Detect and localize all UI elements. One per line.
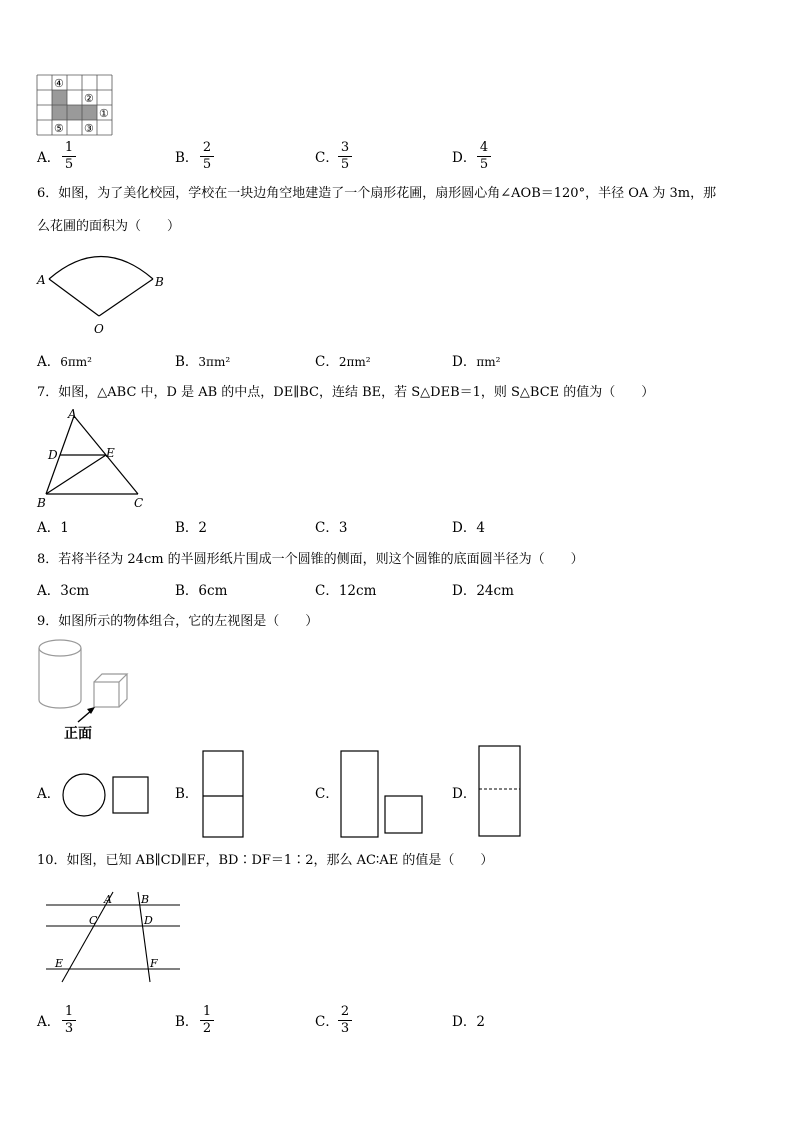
q9-option-b-figure bbox=[200, 749, 246, 839]
q6-label-b: B bbox=[155, 275, 164, 289]
q6-option-a-value: 6πm² bbox=[60, 355, 92, 369]
q6-option-d-value: πm² bbox=[476, 355, 501, 369]
q6-option-c-value: 2πm² bbox=[338, 355, 371, 369]
q6-option-a[interactable]: A．6πm² bbox=[37, 354, 92, 370]
grid-label-5: ⑤ bbox=[54, 122, 64, 135]
q6-option-b-value: 3πm² bbox=[198, 355, 231, 369]
option-letter: B． bbox=[175, 150, 199, 166]
q6-text-line1: 6．如图，为了美化校园，学校在一块边角空地建造了一个扇形花圃，扇形圆心角∠AOB＝120°，半径 OA 为 3m，那 bbox=[37, 186, 717, 201]
q7-option-a-value: 1 bbox=[60, 520, 69, 536]
q8-option-a-value: 3cm bbox=[60, 583, 90, 599]
q10-option-b[interactable]: B． bbox=[175, 1014, 199, 1030]
grid-label-3: ③ bbox=[84, 122, 94, 135]
grid-label-4: ④ bbox=[54, 77, 64, 90]
q7-label-d: D bbox=[48, 448, 58, 462]
q10-option-d-value: 2 bbox=[476, 1014, 485, 1030]
q7-option-c[interactable]: C．3 bbox=[315, 520, 348, 536]
option-letter: D． bbox=[452, 150, 477, 166]
q10-option-a[interactable]: A． bbox=[37, 1014, 61, 1030]
q5-option-b[interactable] bbox=[175, 148, 198, 168]
q10-label-b: B bbox=[141, 893, 150, 906]
q7-option-c-value: 3 bbox=[338, 520, 348, 536]
q5-option-a-fraction: 1 5 bbox=[60, 141, 78, 172]
q10-option-a-fraction: 1 3 bbox=[60, 1005, 78, 1036]
q7-option-b[interactable]: B．2 bbox=[175, 520, 208, 536]
q7-label-e: E bbox=[106, 446, 115, 460]
q10-label-f: F bbox=[150, 957, 158, 970]
q6-text-line2: 么花圃的面积为（ ） bbox=[37, 219, 181, 234]
q7-label-c: C bbox=[134, 496, 144, 510]
q8-option-b-value: 6cm bbox=[198, 583, 228, 599]
q7-option-b-value: 2 bbox=[198, 520, 208, 536]
q8-option-b[interactable]: B．6cm bbox=[175, 583, 228, 599]
q7-option-a[interactable]: A．1 bbox=[37, 520, 69, 536]
q10-label-a: A bbox=[104, 893, 112, 906]
q6-label-o: O bbox=[94, 322, 104, 336]
q6-option-c[interactable]: C．2πm² bbox=[315, 354, 371, 370]
q9-option-d[interactable]: D． bbox=[452, 786, 477, 802]
option-letter: C． bbox=[315, 150, 339, 166]
grid-label-2: ② bbox=[84, 92, 94, 105]
q8-option-a[interactable]: A．3cm bbox=[37, 583, 90, 599]
q8-text: 8．若将半径为 24cm 的半圆形纸片围成一个圆锥的侧面，则这个圆锥的底面圆半径为（ ） bbox=[37, 552, 584, 567]
q10-option-d[interactable]: D．2 bbox=[452, 1014, 485, 1030]
q10-label-d: D bbox=[144, 914, 153, 927]
q10-label-e: E bbox=[55, 957, 64, 970]
q9-option-a-figure bbox=[60, 772, 152, 818]
q8-option-c[interactable]: C．12cm bbox=[315, 583, 377, 599]
q10-option-c-fraction: 2 3 bbox=[336, 1005, 354, 1036]
q9-option-a[interactable]: A． bbox=[37, 786, 61, 802]
q5-option-d-fraction: 4 5 bbox=[475, 141, 493, 172]
q10-option-c[interactable]: C． bbox=[315, 1014, 339, 1030]
q6-label-a: A bbox=[37, 273, 46, 287]
q6-option-b[interactable]: B．3πm² bbox=[175, 354, 231, 370]
q10-text: 10．如图，已知 AB∥CD∥EF，BD∶DF＝1∶2，那么 AC∶AE 的值是（ ） bbox=[37, 853, 494, 868]
q5-option-b-fraction: 2 5 bbox=[198, 141, 216, 172]
q5-option-c-fraction: 3 5 bbox=[336, 141, 354, 172]
q5-grid-figure bbox=[36, 74, 116, 136]
q9-option-d-figure bbox=[476, 744, 524, 838]
q10-option-b-fraction: 1 2 bbox=[198, 1005, 216, 1036]
q7-text: 7．如图，△ABC 中，D 是 AB 的中点，DE∥BC，连结 BE，若 S△DEB＝1，则 S△BCE 的值为（ ） bbox=[37, 385, 655, 400]
q10-label-c: C bbox=[89, 914, 98, 927]
q9-option-c-figure bbox=[338, 749, 426, 839]
q9-text: 9．如图所示的物体组合，它的左视图是（ ） bbox=[37, 614, 319, 629]
grid-label-1: ① bbox=[99, 107, 109, 120]
option-letter: A． bbox=[37, 150, 61, 166]
q9-option-b[interactable]: B． bbox=[175, 786, 199, 802]
q7-option-d-value: 4 bbox=[476, 520, 485, 536]
q7-label-a: A bbox=[68, 407, 77, 421]
q6-sector-figure bbox=[34, 248, 174, 340]
q9-object-figure bbox=[36, 636, 136, 744]
q6-option-d[interactable]: D．πm² bbox=[452, 354, 501, 370]
q8-option-c-value: 12cm bbox=[338, 583, 377, 599]
q8-option-d-value: 24cm bbox=[476, 583, 514, 599]
q10-parallel-figure bbox=[42, 888, 184, 984]
q7-label-b: B bbox=[37, 496, 46, 510]
q8-option-d[interactable]: D．24cm bbox=[452, 583, 514, 599]
q7-triangle-figure bbox=[34, 406, 154, 512]
q9-option-c[interactable]: C． bbox=[315, 786, 339, 802]
q5-option-d[interactable] bbox=[452, 148, 476, 168]
q7-option-d[interactable]: D．4 bbox=[452, 520, 485, 536]
q9-front-label: 正面 bbox=[64, 726, 92, 742]
q5-option-a[interactable] bbox=[37, 148, 60, 168]
